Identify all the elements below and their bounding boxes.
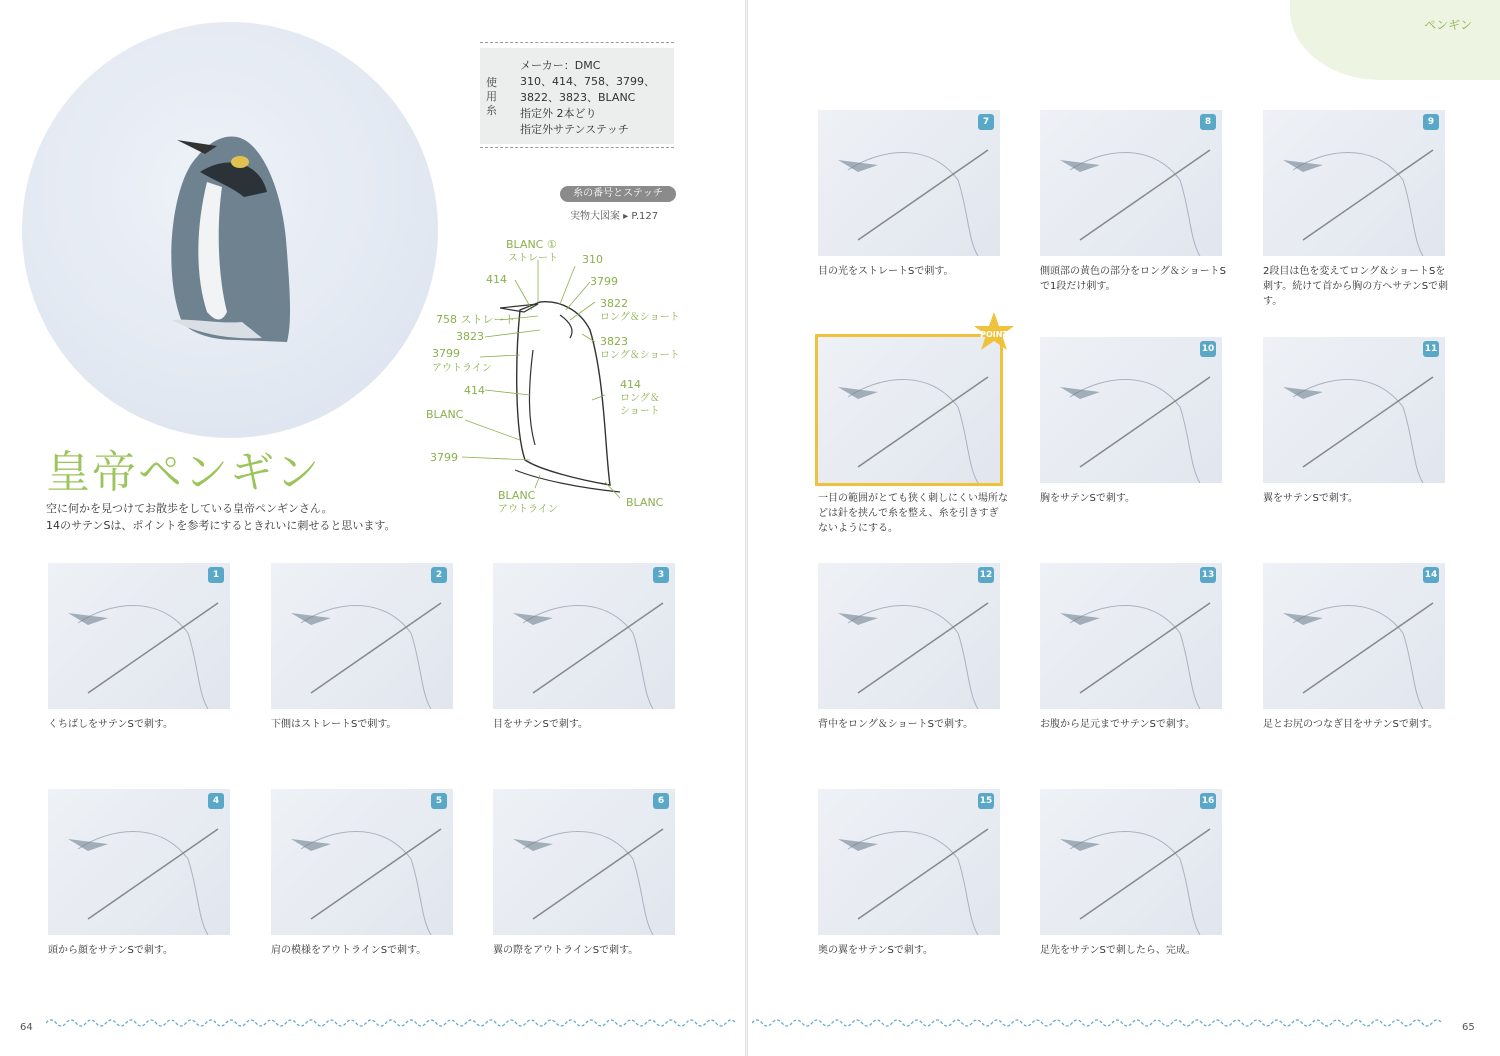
step-photo-sketch bbox=[1263, 563, 1445, 709]
step-photo bbox=[818, 110, 1000, 256]
label-longshort-a: ロング＆ショート bbox=[600, 312, 680, 323]
label-3799b: 3799 bbox=[432, 347, 460, 360]
step-caption: 足先をサテンSで刺したら、完成。 bbox=[1040, 945, 1196, 956]
step-number-badge: 4 bbox=[208, 793, 224, 809]
step-caption: 目の光をストレートSで刺す。 bbox=[818, 266, 954, 277]
step-photo-sketch bbox=[48, 563, 230, 709]
label-3799c: 3799 bbox=[430, 451, 458, 464]
right-page bbox=[748, 0, 1500, 1056]
step-photo-sketch bbox=[1263, 337, 1445, 483]
step-photo-sketch bbox=[271, 563, 453, 709]
label-straight: ストレート bbox=[508, 253, 558, 264]
page-title: 皇帝ペンギン bbox=[46, 447, 322, 498]
thread-line: 指定外 2本どり bbox=[520, 107, 597, 120]
step-caption: 胸をサテンSで刺す。 bbox=[1040, 493, 1136, 504]
step-number-badge: 13 bbox=[1200, 567, 1216, 583]
step-photo-sketch bbox=[818, 563, 1000, 709]
label-3823b: 3823 bbox=[600, 335, 628, 348]
label-3799a: 3799 bbox=[590, 275, 618, 288]
step-photo bbox=[1040, 337, 1222, 483]
step-number-badge: 12 bbox=[978, 567, 994, 583]
label-longamp: ロング＆ bbox=[620, 393, 660, 404]
step-number-badge: 7 bbox=[978, 114, 994, 130]
page-number-left: 64 bbox=[20, 1022, 33, 1033]
step-photo bbox=[1040, 110, 1222, 256]
wave-divider-right bbox=[752, 1016, 1448, 1030]
wave-divider-left bbox=[46, 1016, 736, 1030]
step-photo bbox=[818, 789, 1000, 935]
step-caption: お腹から足元までサテンSで刺す。 bbox=[1040, 719, 1196, 730]
step-photo bbox=[1040, 563, 1222, 709]
label-758: 758 ストレート bbox=[436, 313, 516, 326]
step-caption: 側頭部の黄色の部分をロング＆ショートSで1段だけ刺す。 bbox=[1040, 266, 1226, 292]
step-number-badge: 3 bbox=[653, 567, 669, 583]
left-page bbox=[0, 0, 746, 1056]
step-photo-sketch bbox=[1040, 563, 1222, 709]
label-310: 310 bbox=[582, 253, 603, 266]
step-caption: 2段目は色を変えてロング＆ショートSを刺す。続けて首から胸の方へサテンSで刺す。 bbox=[1263, 266, 1449, 307]
step-number-badge: 14 bbox=[1423, 567, 1439, 583]
label-outline2: アウトライン bbox=[498, 504, 558, 515]
thread-side-label: 使用糸 bbox=[486, 76, 497, 117]
label-short: ショート bbox=[620, 406, 660, 417]
step-photo-sketch bbox=[818, 110, 1000, 256]
thread-stitch-pill: 糸の番号とステッチ bbox=[560, 186, 676, 202]
step-caption: 頭から顔をサテンSで刺す。 bbox=[48, 945, 174, 956]
step-photo-sketch bbox=[1263, 110, 1445, 256]
step-photo-sketch bbox=[1040, 337, 1222, 483]
step-caption: 翼をサテンSで刺す。 bbox=[1263, 493, 1359, 504]
intro-line: 空に何かを見つけてお散歩をしている皇帝ペンギンさん。 bbox=[46, 502, 333, 515]
label-414b: 414 bbox=[464, 384, 485, 397]
step-caption: 背中をロング＆ショートSで刺す。 bbox=[818, 719, 974, 730]
label-414a: 414 bbox=[486, 273, 507, 286]
step-photo bbox=[1040, 789, 1222, 935]
step-photo-sketch bbox=[818, 789, 1000, 935]
step-photo-sketch bbox=[493, 789, 675, 935]
thread-line: 3822、3823、BLANC bbox=[520, 91, 636, 104]
step-number-badge: 9 bbox=[1423, 114, 1439, 130]
penguin-embroidery-photo bbox=[22, 22, 438, 438]
step-number-badge: 5 bbox=[431, 793, 447, 809]
stitch-diagram bbox=[420, 230, 700, 520]
label-blanc2: BLANC bbox=[426, 408, 464, 421]
label-blanc3: BLANC bbox=[498, 489, 536, 502]
step-photo bbox=[818, 337, 1000, 483]
step-caption: 翼の際をアウトラインSで刺す。 bbox=[493, 945, 639, 956]
step-caption: 奥の翼をサテンSで刺す。 bbox=[818, 945, 934, 956]
thread-info-box bbox=[480, 48, 674, 144]
step-number-badge: 16 bbox=[1200, 793, 1216, 809]
step-caption: 足とお尻のつなぎ目をサテンSで刺す。 bbox=[1263, 719, 1439, 730]
step-photo-sketch bbox=[48, 789, 230, 935]
step-number-badge: 8 bbox=[1200, 114, 1216, 130]
label-longshort-b: ロング＆ショート bbox=[600, 350, 680, 361]
pattern-reference: 実物大図案 ▸ P.127 bbox=[570, 211, 659, 222]
thread-line: メーカー：DMC bbox=[520, 59, 601, 72]
intro-text bbox=[46, 500, 396, 534]
step-number-badge: 11 bbox=[1423, 341, 1439, 357]
step-photo bbox=[1263, 563, 1445, 709]
step-photo bbox=[48, 563, 230, 709]
step-photo bbox=[493, 563, 675, 709]
step-photo bbox=[493, 789, 675, 935]
step-photo bbox=[1263, 337, 1445, 483]
step-photo bbox=[818, 563, 1000, 709]
label-blanc1: BLANC ① bbox=[506, 238, 557, 251]
thread-lines bbox=[520, 58, 655, 138]
step-photo bbox=[48, 789, 230, 935]
step-caption: 肩の模様をアウトラインSで刺す。 bbox=[271, 945, 427, 956]
step-number-badge: 6 bbox=[653, 793, 669, 809]
step-caption: 一目の範囲がとても狭く刺しにくい場所などは針を挟んで糸を整え、糸を引きすぎないようにする。 bbox=[818, 493, 1008, 534]
step-number-badge: 15 bbox=[978, 793, 994, 809]
page-number-right: 65 bbox=[1462, 1022, 1475, 1033]
thread-line: 指定外サテンステッチ bbox=[520, 123, 629, 136]
intro-line: 14のサテンSは、ポイントを参考にするときれいに刺せると思います。 bbox=[46, 519, 396, 532]
label-414c: 414 bbox=[620, 378, 641, 391]
step-photo bbox=[1263, 110, 1445, 256]
label-3822: 3822 bbox=[600, 297, 628, 310]
thread-line: 310、414、758、3799、 bbox=[520, 75, 655, 88]
point-label: POINT bbox=[980, 330, 1008, 339]
label-3823a: 3823 bbox=[456, 330, 484, 343]
step-number-badge: 10 bbox=[1200, 341, 1216, 357]
step-photo-sketch bbox=[1040, 789, 1222, 935]
step-photo-sketch bbox=[493, 563, 675, 709]
label-outline: アウトライン bbox=[432, 363, 492, 374]
step-caption: 目をサテンSで刺す。 bbox=[493, 719, 589, 730]
section-tag: ペンギン bbox=[1424, 18, 1472, 32]
step-photo-sketch bbox=[818, 337, 1000, 483]
step-photo-sketch bbox=[271, 789, 453, 935]
section-blob bbox=[1290, 0, 1500, 80]
step-number-badge: 1 bbox=[208, 567, 224, 583]
step-caption: くちばしをサテンSで刺す。 bbox=[48, 719, 174, 730]
step-photo bbox=[271, 789, 453, 935]
step-number-badge: 2 bbox=[431, 567, 447, 583]
point-star-icon bbox=[972, 310, 1016, 354]
step-photo bbox=[271, 563, 453, 709]
step-caption: 下側はストレートSで刺す。 bbox=[271, 719, 397, 730]
step-photo-sketch bbox=[1040, 110, 1222, 256]
label-blanc4: BLANC bbox=[626, 496, 664, 509]
